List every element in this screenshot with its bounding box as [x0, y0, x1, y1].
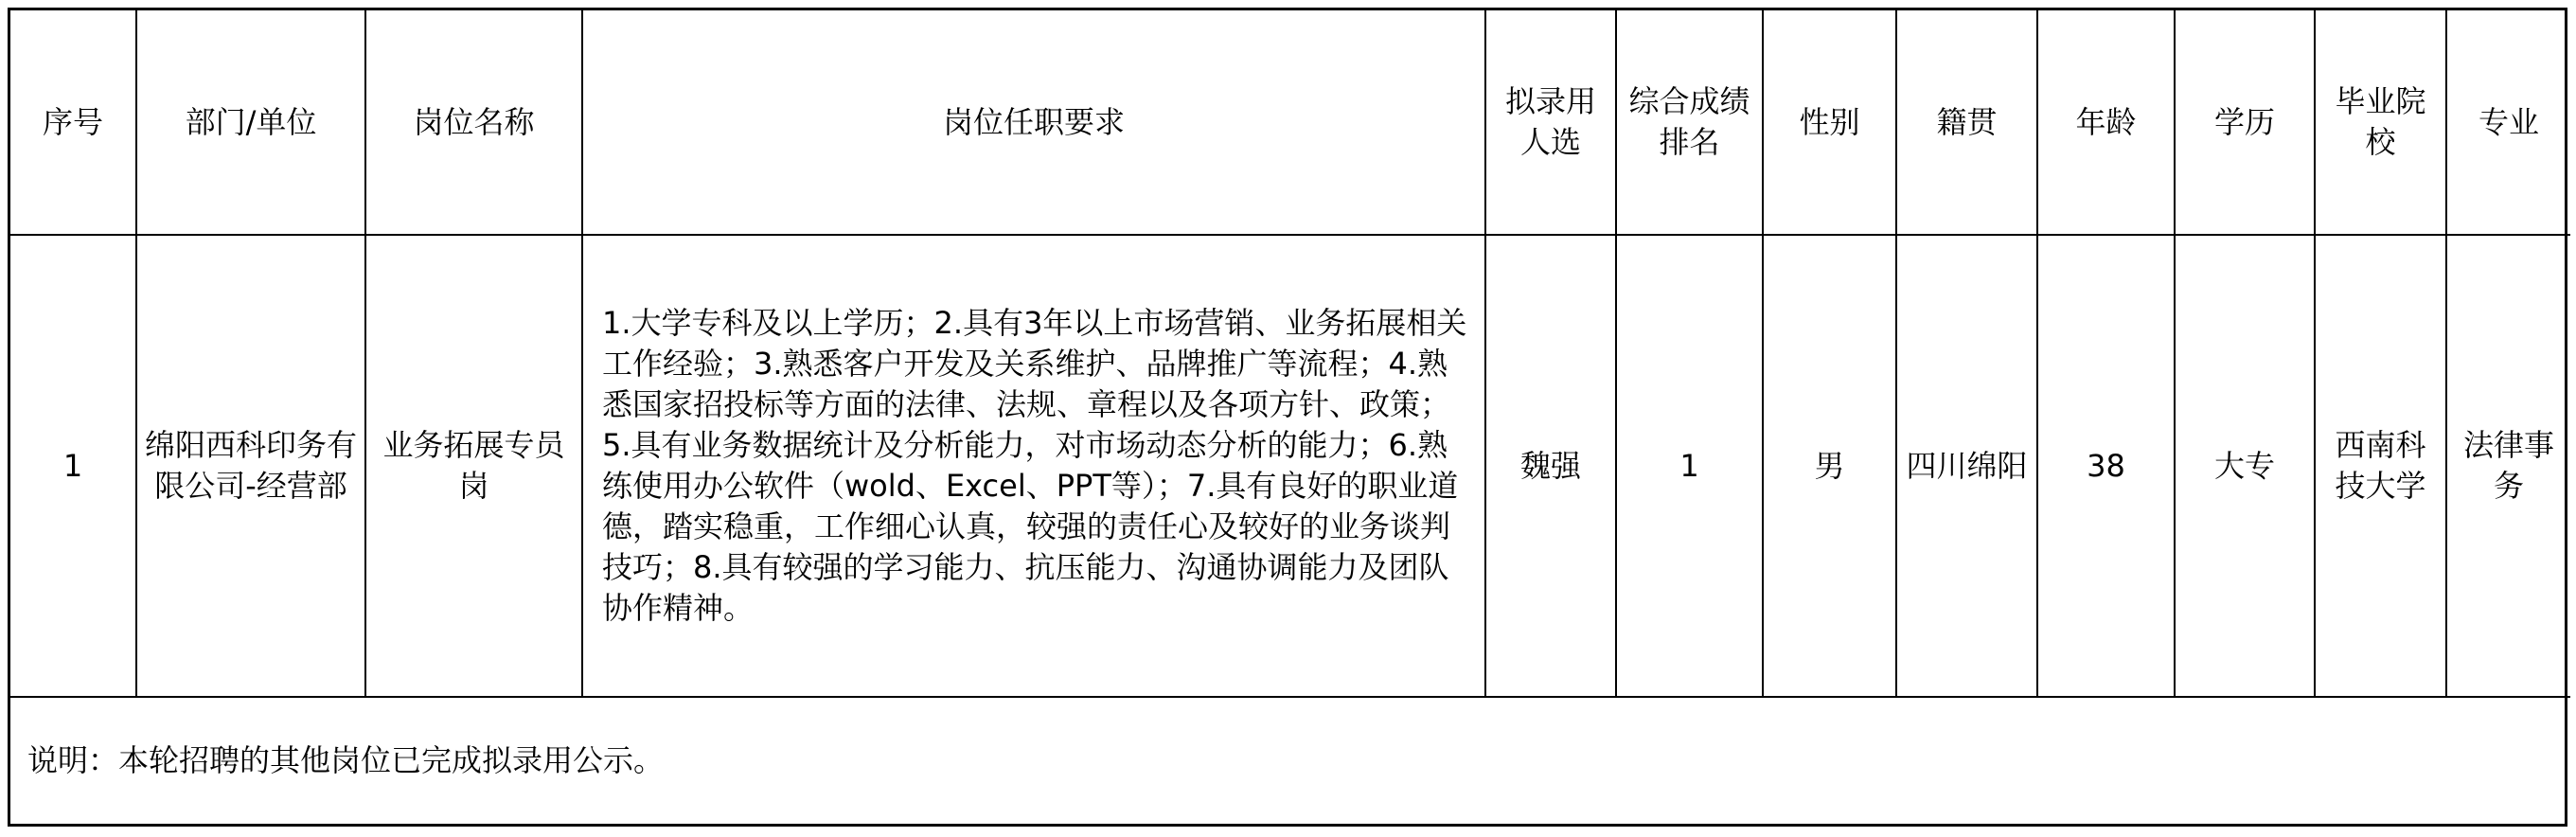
- header-candidate: 拟录用人选: [1485, 10, 1616, 235]
- cell-rank: 1: [1616, 235, 1763, 697]
- header-index: 序号: [10, 10, 136, 235]
- cell-candidate: 魏强: [1485, 235, 1616, 697]
- table-header-row: [10, 10, 2570, 235]
- header-education: 学历: [2175, 10, 2315, 235]
- header-hometown: 籍贯: [1896, 10, 2037, 235]
- header-requirements: 岗位任职要求: [582, 10, 1485, 235]
- cell-education: 大专: [2175, 235, 2315, 697]
- header-position: 岗位名称: [365, 10, 582, 235]
- header-rank: 综合成绩排名: [1616, 10, 1763, 235]
- header-department: 部门/单位: [136, 10, 365, 235]
- note-row: [10, 697, 2570, 824]
- table-note: 说明：本轮招聘的其他岗位已完成拟录用公示。: [10, 697, 2570, 824]
- header-age: 年龄: [2037, 10, 2175, 235]
- header-major: 专业: [2446, 10, 2570, 235]
- cell-department: 绵阳西科印务有限公司-经营部: [136, 235, 365, 697]
- recruitment-table-frame: [8, 8, 2567, 827]
- header-school: 毕业院校: [2315, 10, 2446, 235]
- recruitment-table: [10, 10, 2570, 824]
- cell-gender: 男: [1763, 235, 1896, 697]
- cell-requirements: 1.大学专科及以上学历；2.具有3年以上市场营销、业务拓展相关工作经验；3.熟悉客户开发及关系维护、品牌推广等流程；4.熟悉国家招投标等方面的法律、法规、章程以及各项方针、政策；5.具有业务数据统计及分析能力，对市场动态分析的能力；6.熟练使用办公软件（wold、Excel、PPT等）；7.具有良好的职业道德，踏实稳重，工作细心认真，较强的责任心及较好的业务谈判技巧；8.具有较强的学习能力、抗压能力、沟通协调能力及团队协作精神。: [582, 235, 1485, 697]
- cell-major: 法律事务: [2446, 235, 2570, 697]
- cell-index: 1: [10, 235, 136, 697]
- cell-position: 业务拓展专员岗: [365, 235, 582, 697]
- cell-school: 西南科技大学: [2315, 235, 2446, 697]
- cell-age: 38: [2037, 235, 2175, 697]
- cell-hometown: 四川绵阳: [1896, 235, 2037, 697]
- table-row: [10, 235, 2570, 697]
- header-gender: 性别: [1763, 10, 1896, 235]
